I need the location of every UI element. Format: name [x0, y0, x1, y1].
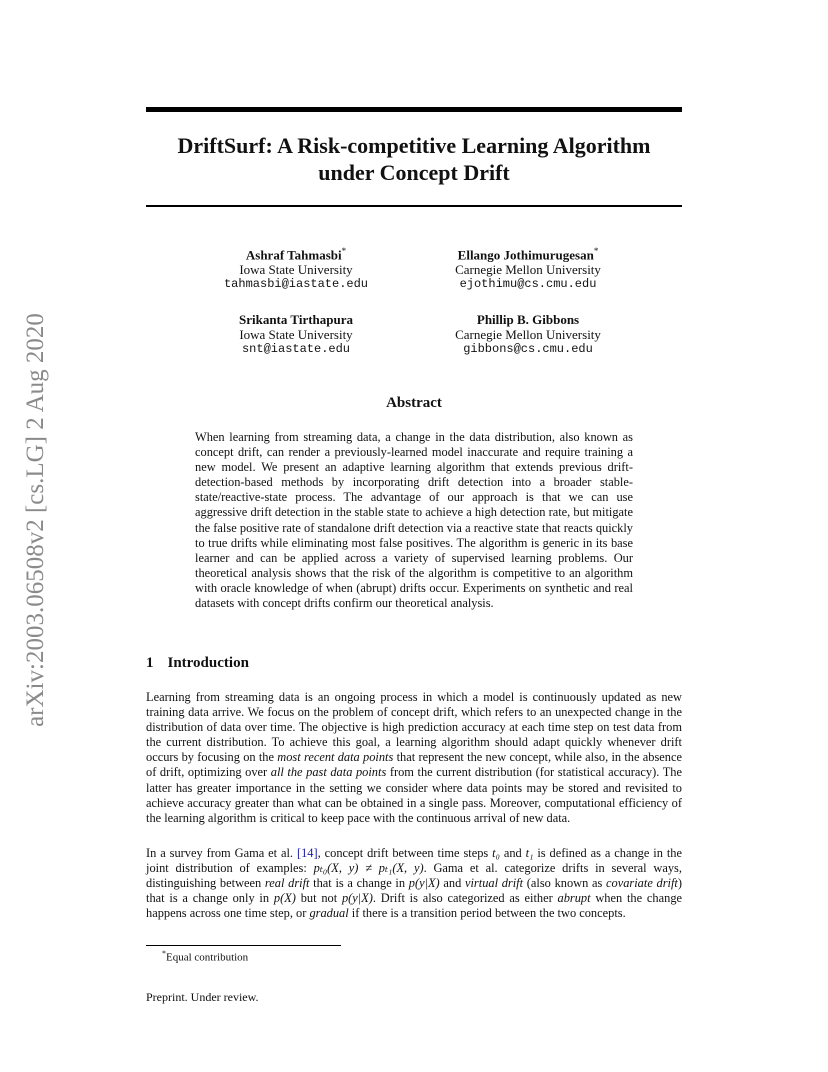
- author-name: Ellango Jothimurugesan*: [457, 246, 599, 263]
- author-name: Ashraf Tahmasbi*: [245, 246, 347, 263]
- footnote: *Equal contribution: [162, 949, 249, 964]
- emphasis: virtual drift: [464, 876, 524, 891]
- author-affiliation: Iowa State University: [239, 262, 353, 278]
- emphasis: real drift: [264, 876, 310, 891]
- footnote-rule: [146, 945, 341, 946]
- author-email[interactable]: snt@iastate.edu: [241, 342, 351, 356]
- abstract-text: When learning from streaming data, a change in the data distribution, also known as concept drift, can render a previously-learned model inaccurate and require training a new model. We present an adaptive learning algorithm that extends previous drift-detection-based methods by incorporating drift detection into a broader stable-state/reactive-state process. The advantage of our approach is that we can use aggressive drift detection in the stable state to achieve a high detection rate, but mitigate the false positive rate of standalone drift detection via a reactive state that reacts quickly to true drifts while eliminating most false positives. The algorithm is generic in its base learner and can be applied across a variety of supervised learning problems. Our theoretical analysis shows that the risk of the algorithm is competitive to an algorithm with oracle knowledge of when (abrupt) drifts occur. Experiments on synthetic and real datasets with concept drifts confirm our theoretical analysis.: [195, 430, 633, 611]
- author-block: [186, 312, 406, 357]
- title-bottom-rule: [146, 205, 682, 207]
- math-inline: t₁: [525, 846, 534, 860]
- author-block: [418, 312, 638, 357]
- section-heading: [146, 655, 249, 672]
- author-mark: *: [341, 246, 347, 256]
- section-title: Introduction: [167, 655, 249, 671]
- author-affiliation: Carnegie Mellon University: [455, 262, 601, 278]
- author-block: [418, 244, 638, 292]
- math-inline: p(y|X): [408, 876, 440, 891]
- preprint-notice: Preprint. Under review.: [146, 990, 259, 1004]
- arxiv-stamp: arXiv:2003.06508v2 [cs.LG] 2 Aug 2020: [22, 313, 49, 727]
- author-email[interactable]: gibbons@cs.cmu.edu: [463, 342, 593, 356]
- footnote-mark: *: [162, 949, 166, 958]
- title-line-2: under Concept Drift: [318, 160, 510, 185]
- title-line-1: DriftSurf: A Risk-competitive Learning Algorithm: [177, 133, 651, 158]
- math-inline: p(X): [273, 891, 296, 906]
- emphasis: most recent data points: [277, 750, 394, 765]
- paper-title: [146, 132, 682, 186]
- emphasis: abrupt: [557, 891, 591, 906]
- emphasis: covariate drift: [606, 876, 678, 891]
- abstract-heading: Abstract: [386, 395, 442, 411]
- author-email[interactable]: ejothimu@cs.cmu.edu: [459, 277, 597, 292]
- author-block: [186, 244, 406, 292]
- author-affiliation: Iowa State University: [239, 327, 353, 342]
- emphasis: all the past data points: [270, 765, 387, 780]
- emphasis: gradual: [309, 906, 349, 921]
- citation-link[interactable]: [14]: [296, 846, 318, 860]
- author-mark: *: [593, 246, 599, 256]
- math-inline: t₀: [492, 846, 500, 860]
- title-top-rule: [146, 107, 682, 112]
- author-email[interactable]: tahmasbi@iastate.edu: [223, 277, 369, 292]
- section-number: 1: [146, 655, 154, 671]
- author-name: Srikanta Tirthapura: [238, 312, 354, 327]
- intro-paragraph-2: In a survey from Gama et al. [14], concept drift between time steps t₀ and t₁ is defined as a change in the joint distribution of examples: pₜ₀(X, y) ≠ pₜ₁(X, y). Gama et al. categorize drifts in several ways, distinguishing between real drift that is a change in p(y|X) and virtual drift (also known as covariate drift) that is a change only in p(X) but not p(y|X). Drift is also categorized as either abrupt when the change happens across one time step, or gradual if there is a transition period between the two concepts.: [146, 846, 683, 921]
- author-name: Phillip B. Gibbons: [476, 312, 580, 327]
- author-affiliation: Carnegie Mellon University: [455, 327, 601, 342]
- math-equation: pₜ₀(X, y) ≠ pₜ₁(X, y): [313, 861, 424, 876]
- intro-paragraph-1: Learning from streaming data is an ongoing process in which a model is continuously updated as new training data arrive. We focus on the problem of concept drift, which refers to an unexpected change in the distribution of data over time. The objective is high prediction accuracy at each time step on test data from the current distribution. To achieve this goal, a learning algorithm should adapt quickly whenever drift occurs by focusing on the most recent data points that represent the new concept, while also, in the absence of drift, optimizing over all the past data points from the current distribution (for statistical accuracy). The latter has greater importance in the setting we consider where data points may be stored and revisited to achieve accuracy greater than what can be obtained in a single pass. Moreover, computational efficiency of the learning algorithm is critical to keep pace with the continuous arrival of new data.: [146, 690, 682, 825]
- math-inline: p(y|X): [341, 891, 373, 906]
